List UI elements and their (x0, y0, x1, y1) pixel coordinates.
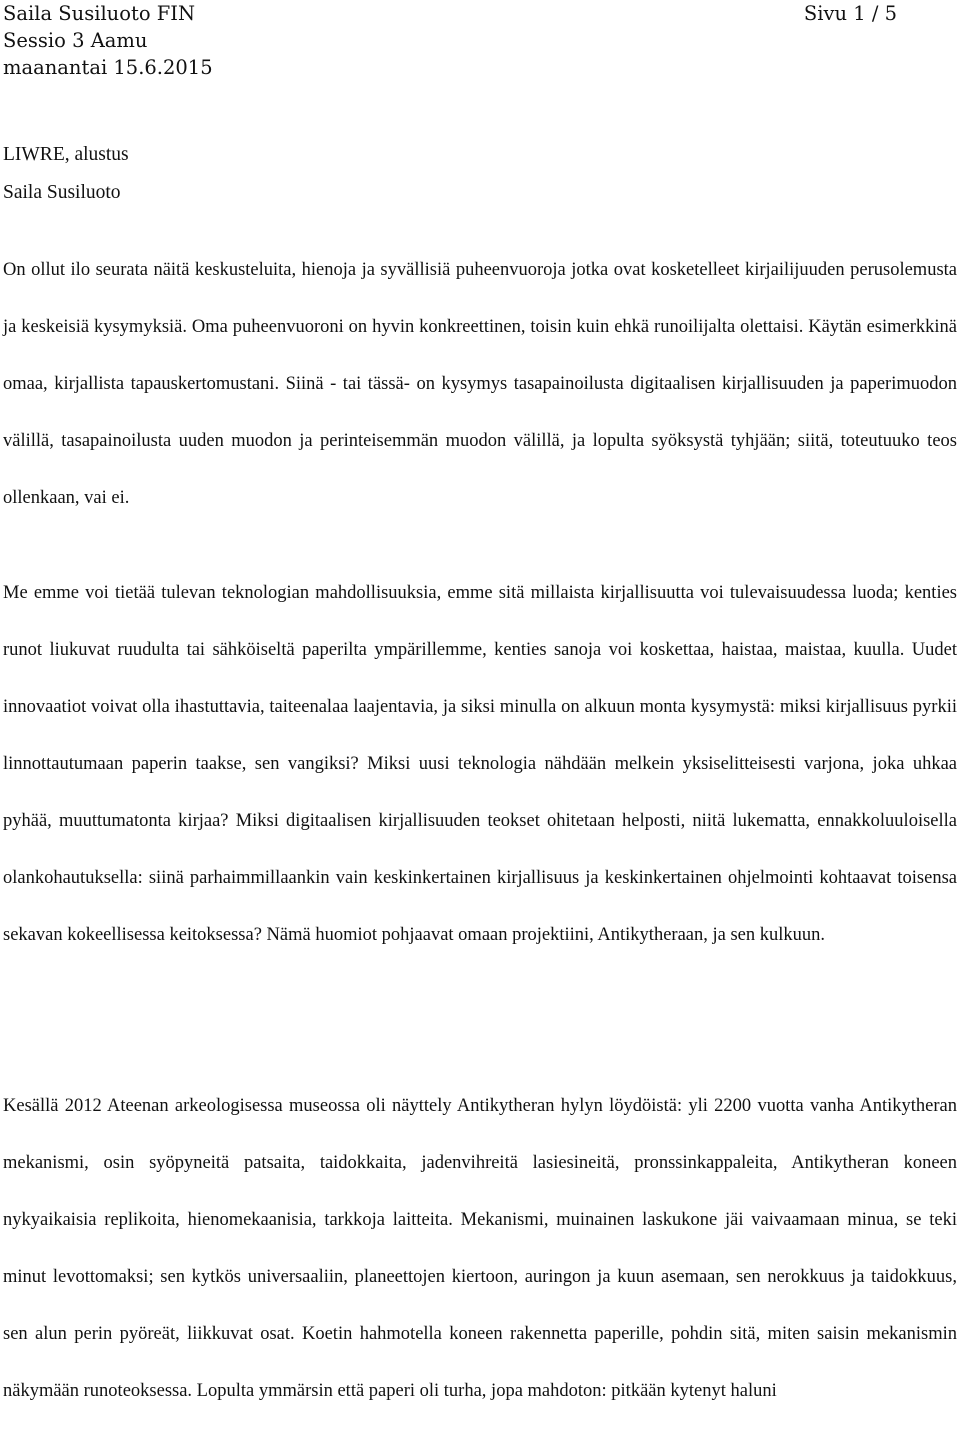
page-header (3, 0, 957, 81)
body-paragraph: On ollut ilo seurata näitä keskusteluita, hienoja ja syvällisiä puheenvuoroja jotka ovat kosketelleet kirjailijuuden perusolemusta ja keskeisiä kysymyksiä. Oma puheenvuoroni on hyvin konkreettinen, toisin kuin ehkä runoilijalta olettaisi. Käytän esimerkkinä omaa, kirjallista tapauskertomustani. Siinä - tai tässä- on kysymys tasapainoilusta digitaalisen kirjallisuuden ja paperimuodon välillä, tasapainoilusta uuden muodon ja perinteisemmän muodon välillä, ja lopulta syöksystä tyhjään; siitä, toteutuuko teos ollenkaan, vai ei. (3, 260, 957, 508)
title-block (3, 136, 129, 212)
body-paragraph: Me emme voi tietää tulevan teknologian mahdollisuuksia, emme sitä millaista kirjallisuutta voi tulevaisuudessa luoda; kenties runot liukuvat ruudulta tai sähköiseltä paperilta ympärillemme, kenties sanoja voi koskettaa, haistaa, maistaa, kuulla. Uudet innovaatiot voivat olla ihastuttavia, taiteenalaa laajentavia, ja siksi minulla on alkuun monta kysymystä: miksi kirjallisuus pyrkii linnottautumaan paperin taakse, sen vangiksi? Miksi uusi teknologia nähdään melkein yksiselitteisesti varjona, joka uhkaa pyhää, muuttumatonta kirjaa? Miksi digitaalisen kirjallisuuden teokset ohitetaan helposti, niitä lukematta, ennakkoluuloisella olankohautuksella: siinä parhaimmillaankin vain keskinkertainen kirjallisuus ja keskinkertainen ohjelmointi kohtaavat toisensa sekavan kokeellisessa keitoksessa? Nämä huomiot pohjaavat omaan projektiini, Antikytheraan, ja sen kulkuun. (3, 583, 957, 945)
document-author: Saila Susiluoto (3, 182, 121, 203)
header-date: maanantai 15.6.2015 (3, 56, 213, 79)
header-session: Sessio 3 Aamu (3, 29, 148, 52)
document-title: LIWRE, alustus (3, 144, 129, 165)
body-paragraph: Kesällä 2012 Ateenan arkeologisessa museossa oli näyttely Antikytheran hylyn löydöistä: yli 2200 vuotta vanha Antikytheran mekanismi, osin syöpyneitä patsaita, taidokkaita, jadenvihreitä lasiesineitä, pronssinkappaleita, Antikytheran koneen nykyaikaisia replikoita, hienomekaanisia, tarkkoja laitteita. Mekanismi, muinainen laskukone jäi vaivaamaan minua, se teki minut levottomaksi; sen kytkös universaaliin, planeettojen kiertoon, auringon ja kuun asemaan, sen nerokkuus ja taidokkuus, sen alun perin pyöreät, liikkuvat osat. Koetin hahmotella koneen rakennetta paperille, pohdin sitä, miten saisin mekanismin näkymään runoteoksessa. Lopulta ymmärsin että paperi oli turha, jopa mahdoton: pitkään kytenyt haluni (3, 1096, 957, 1401)
page-number: Sivu 1 / 5 (803, 2, 897, 25)
header-author: Saila Susiluoto FIN (3, 2, 196, 25)
